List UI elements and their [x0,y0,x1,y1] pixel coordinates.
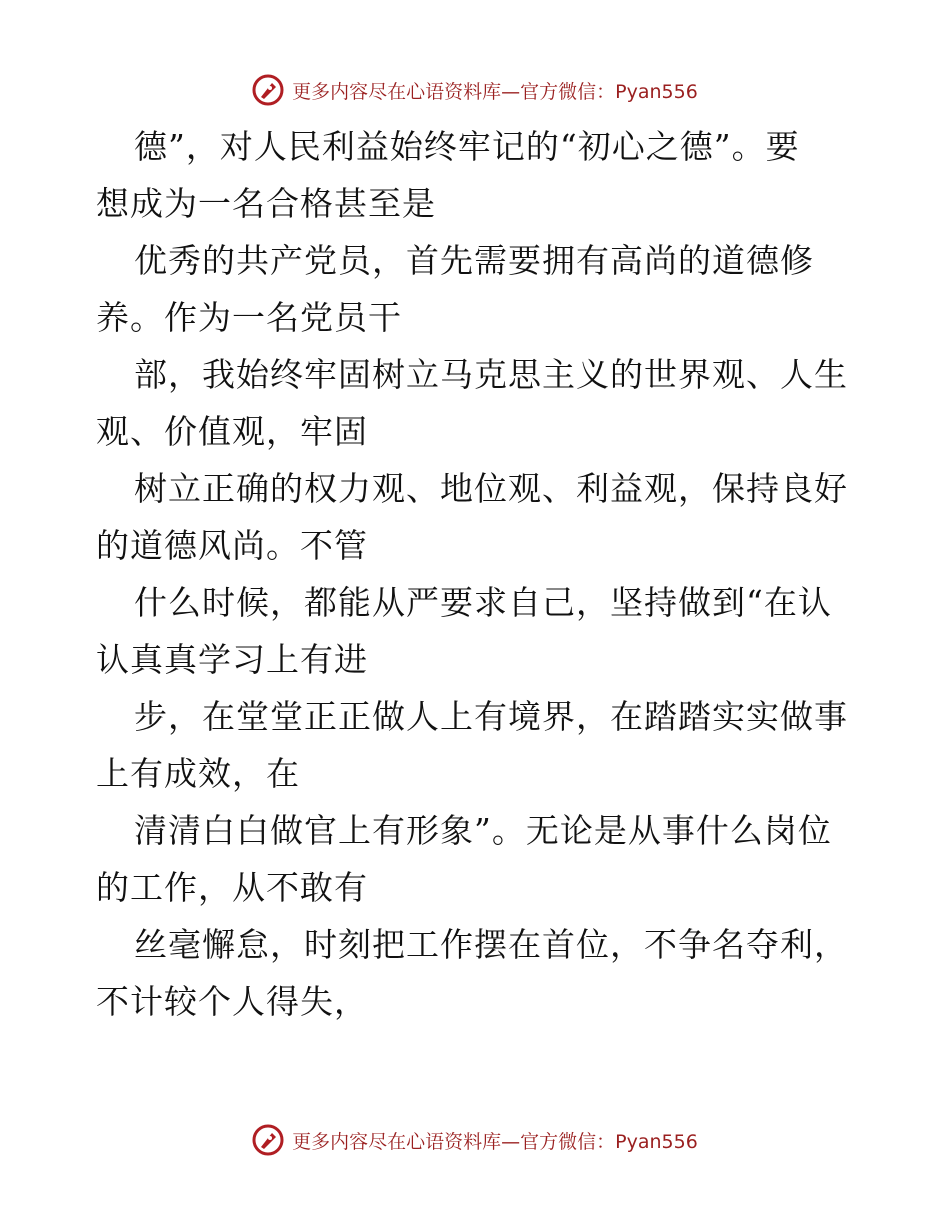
text-line: 的工作，从不敢有 [96,868,368,907]
text-line: 养。作为一名党员干 [96,298,402,337]
footer-banner-text: 更多内容尽在心语资料库—官方微信：Pyan556 [292,1130,698,1153]
text-line: 观、价值观，牢固 [96,412,368,451]
text-line: 想成为一名合格甚至是 [96,184,436,223]
text-line: 认真真学习上有进 [96,640,368,679]
header-banner-inner [252,74,698,106]
footer-banner-inner [252,1124,698,1156]
text-line: 上有成效，在 [96,754,300,793]
text-line: 步，在堂堂正正做人上有境界，在踏踏实实做事 [134,697,848,736]
document-body [96,118,856,1030]
text-line: 部，我始终牢固树立马克思主义的世界观、人生 [134,355,848,394]
text-line: 不计较个人得失， [96,982,368,1021]
pen-nib-logo-icon [252,1124,284,1156]
header-banner [0,70,950,110]
text-line: 什么时候，都能从严要求自己，坚持做到“在认 [134,583,832,622]
text-line: 丝毫懈怠，时刻把工作摆在首位，不争名夺利， [134,925,848,964]
text-line: 树立正确的权力观、地位观、利益观，保持良好 [134,469,848,508]
header-banner-text: 更多内容尽在心语资料库—官方微信：Pyan556 [292,80,698,103]
text-line: 清清白白做官上有形象”。无论是从事什么岗位 [134,811,832,850]
footer-banner [0,1120,950,1160]
text-line: 德”，对人民利益始终牢记的“初心之德”。要 [134,127,800,166]
text-line: 优秀的共产党员，首先需要拥有高尚的道德修 [134,241,814,280]
text-line: 的道德风尚。不管 [96,526,368,565]
paragraph [96,118,856,1030]
pen-nib-logo-icon [252,74,284,106]
